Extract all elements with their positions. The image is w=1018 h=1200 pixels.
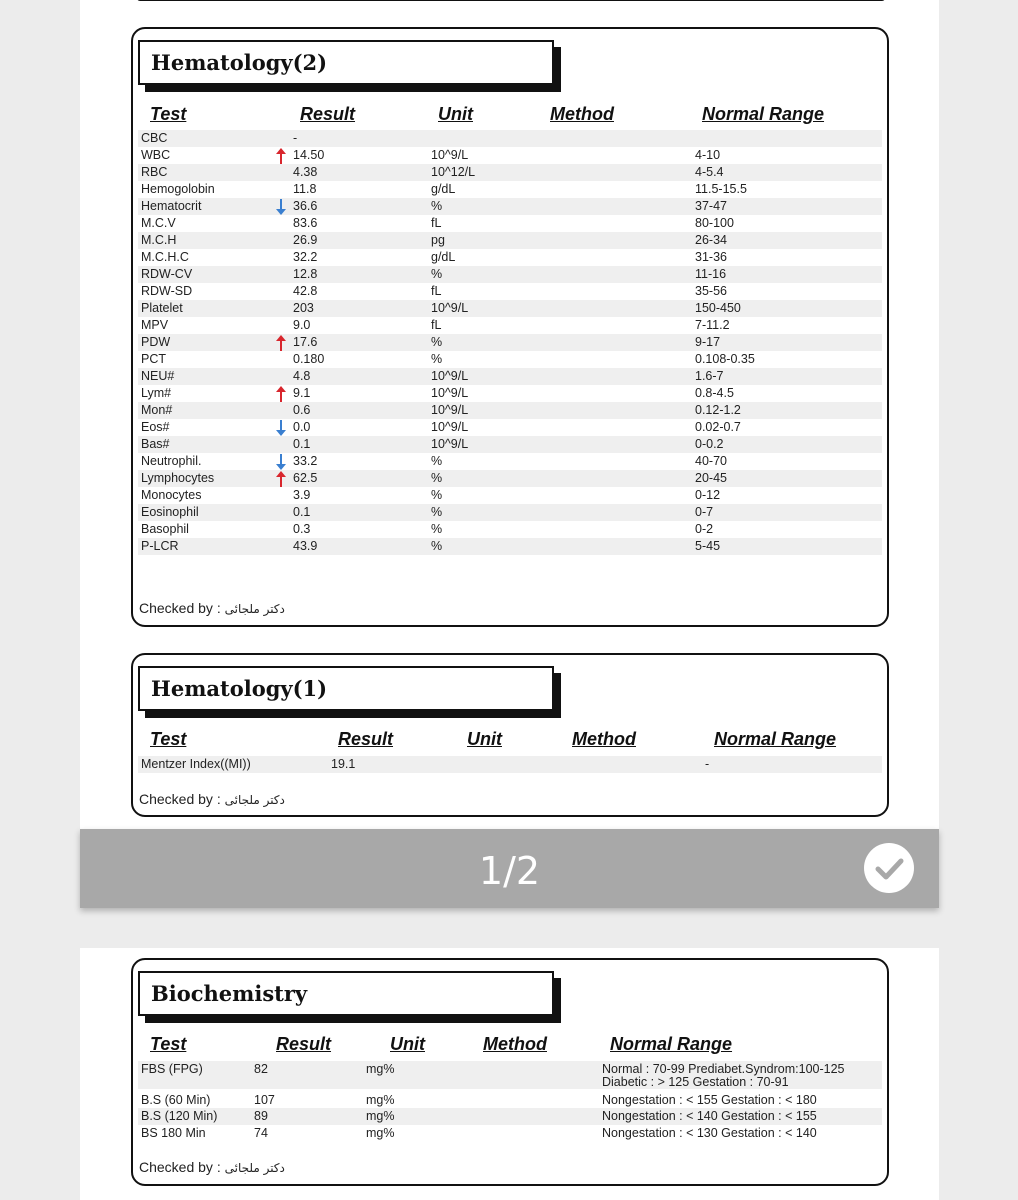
- test-name: Mon#: [141, 403, 173, 417]
- test-normal-range: 40-70: [695, 454, 727, 468]
- table-row: [138, 164, 882, 181]
- table-row: [138, 232, 882, 249]
- test-result: 0.1: [293, 437, 311, 451]
- table-row: [138, 1061, 882, 1089]
- arrow-up-icon: [276, 471, 286, 487]
- hematology1-rows: [138, 756, 882, 773]
- test-unit: g/dL: [431, 250, 456, 264]
- test-name: Platelet: [141, 301, 183, 315]
- header-normal-range: Normal Range: [702, 104, 825, 124]
- table-row: [138, 368, 882, 385]
- test-normal-range: 11.5-15.5: [695, 182, 747, 196]
- test-name: RDW-CV: [141, 267, 193, 281]
- test-normal-range: Nongestation : < 140 Gestation : < 155: [602, 1109, 817, 1123]
- table-row: [138, 317, 882, 334]
- test-normal-range: 20-45: [695, 471, 727, 485]
- section-title-box: [138, 971, 554, 1016]
- checked-by-signature: دکتر ملجائی: [224, 1161, 285, 1175]
- checked-by-label: Checked by :: [139, 791, 221, 807]
- test-normal-range: 11-16: [695, 267, 727, 281]
- test-result: 33.2: [293, 454, 318, 468]
- test-name: MPV: [141, 318, 169, 332]
- test-normal-range: 37-47: [695, 199, 727, 213]
- test-unit: %: [431, 352, 443, 366]
- test-normal-range: 35-56: [695, 284, 727, 298]
- test-name: RDW-SD: [141, 284, 193, 298]
- test-unit: %: [431, 471, 443, 485]
- checked-by-signature: دکتر ملجائی: [224, 793, 285, 807]
- test-name: P-LCR: [141, 539, 179, 553]
- test-name: Hematocrit: [141, 199, 202, 213]
- arrow-down-icon: [276, 420, 286, 436]
- test-result: 11.8: [293, 182, 317, 196]
- page-footer-bar: [80, 829, 939, 908]
- test-name: Basophil: [141, 522, 189, 536]
- test-name: M.C.H: [141, 233, 177, 247]
- test-name: PCT: [141, 352, 166, 366]
- table-row: [138, 436, 882, 453]
- test-result: 4.8: [293, 369, 311, 383]
- page-indicator: 1/2: [478, 849, 541, 893]
- checked-by-label: Checked by :: [139, 600, 221, 616]
- test-unit: %: [431, 335, 443, 349]
- test-unit: 10^9/L: [431, 301, 469, 315]
- header-result: Result: [338, 729, 394, 749]
- arrow-up-icon: [276, 148, 286, 164]
- table-row: [138, 538, 882, 555]
- test-name: WBC: [141, 148, 171, 162]
- test-result: 0.180: [293, 352, 325, 366]
- test-name: Lym#: [141, 386, 172, 400]
- test-normal-range: 0-7: [695, 505, 714, 519]
- test-name: NEU#: [141, 369, 175, 383]
- test-normal-range: 9-17: [695, 335, 721, 349]
- test-result: 36.6: [293, 199, 318, 213]
- test-unit: 10^9/L: [431, 403, 469, 417]
- table-row: [138, 130, 882, 147]
- test-result: 82: [254, 1062, 268, 1076]
- test-normal-range: 0.8-4.5: [695, 386, 734, 400]
- section-title-box: [138, 666, 554, 711]
- table-row: [138, 1125, 882, 1142]
- section-title: Hematology(1): [151, 676, 328, 701]
- test-unit: %: [431, 267, 443, 281]
- table-row: [138, 1108, 882, 1125]
- test-result: 9.1: [293, 386, 311, 400]
- checked-by-label: Checked by :: [139, 1159, 221, 1175]
- test-normal-range: 4-5.4: [695, 165, 724, 179]
- test-name: PDW: [141, 335, 171, 349]
- test-result: 26.9: [293, 233, 318, 247]
- test-name: Hemogolobin: [141, 182, 215, 196]
- test-unit: %: [431, 522, 443, 536]
- test-unit: %: [431, 539, 443, 553]
- checked-by: [139, 600, 285, 616]
- table-row: [138, 266, 882, 283]
- test-normal-range-line2: Diabetic : > 125 Gestation : 70-91: [602, 1075, 789, 1089]
- test-result: 17.6: [293, 335, 318, 349]
- test-normal-range: 0.02-0.7: [695, 420, 741, 434]
- test-normal-range: 0.12-1.2: [695, 403, 741, 417]
- header-test: Test: [150, 1034, 187, 1054]
- biochemistry-card: [131, 958, 889, 1186]
- test-name: Monocytes: [141, 488, 202, 502]
- test-unit: fL: [431, 318, 442, 332]
- table-row: [138, 521, 882, 538]
- test-result: 19.1: [331, 757, 356, 771]
- table-row: [138, 470, 882, 487]
- arrow-up-icon: [276, 386, 286, 402]
- test-result: 0.6: [293, 403, 311, 417]
- arrow-down-icon: [276, 454, 286, 470]
- test-normal-range: 0-2: [695, 522, 714, 536]
- table-row: [138, 334, 882, 351]
- test-result: 42.8: [293, 284, 318, 298]
- test-result: 0.0: [293, 420, 311, 434]
- test-normal-range: -: [705, 757, 710, 771]
- test-normal-range: 7-11.2: [695, 318, 730, 332]
- header-unit: Unit: [467, 729, 502, 749]
- confirm-button[interactable]: [864, 843, 914, 893]
- test-name: M.C.V: [141, 216, 176, 230]
- test-unit: %: [431, 454, 443, 468]
- checkmark-icon: [864, 843, 914, 893]
- test-result: 14.50: [293, 148, 325, 162]
- test-name: Lymphocytes: [141, 471, 215, 485]
- test-name: Eos#: [141, 420, 170, 434]
- test-name: Mentzer Index((MI)): [141, 757, 251, 771]
- test-unit: 10^12/L: [431, 165, 476, 179]
- test-name: Bas#: [141, 437, 170, 451]
- table-row: [138, 385, 882, 402]
- table-row: [138, 283, 882, 300]
- test-unit: fL: [431, 284, 442, 298]
- hematology2-card: [131, 27, 889, 627]
- test-name: FBS (FPG): [141, 1062, 203, 1076]
- table-row: [138, 419, 882, 436]
- section-title-box: [138, 40, 554, 85]
- arrow-down-icon: [276, 199, 286, 215]
- test-unit: 10^9/L: [431, 420, 469, 434]
- test-result: 32.2: [293, 250, 318, 264]
- header-result: Result: [276, 1034, 332, 1054]
- header-normal-range: Normal Range: [610, 1034, 733, 1054]
- test-unit: %: [431, 488, 443, 502]
- checked-by: [139, 791, 285, 807]
- table-row: [138, 215, 882, 232]
- table-row: [138, 300, 882, 317]
- header-method: Method: [572, 729, 636, 749]
- table-row: [138, 453, 882, 470]
- table-row: [138, 402, 882, 419]
- table-row: [138, 756, 882, 773]
- test-unit: %: [431, 505, 443, 519]
- test-unit: mg%: [366, 1062, 395, 1076]
- test-result: 107: [254, 1093, 275, 1107]
- table-row: [138, 181, 882, 198]
- table-row: [138, 351, 882, 368]
- hematology2-rows: [138, 130, 882, 555]
- header-unit: Unit: [390, 1034, 425, 1054]
- test-result: 74: [254, 1126, 268, 1140]
- section-title: Hematology(2): [151, 50, 328, 75]
- test-unit: mg%: [366, 1126, 395, 1140]
- test-unit: 10^9/L: [431, 148, 469, 162]
- test-normal-range: 0-0.2: [695, 437, 724, 451]
- table-row: [138, 1092, 882, 1108]
- arrow-up-icon: [276, 335, 286, 351]
- test-normal-range: 150-450: [695, 301, 741, 315]
- test-name: BS 180 Min: [141, 1126, 206, 1140]
- header-method: Method: [550, 104, 614, 124]
- test-normal-range: Normal : 70-99 Prediabet.Syndrom:100-125: [602, 1062, 845, 1076]
- test-normal-range: 5-45: [695, 539, 721, 553]
- test-normal-range: 0-12: [695, 488, 721, 502]
- test-name: M.C.H.C: [141, 250, 189, 264]
- table-row: [138, 249, 882, 266]
- header-normal-range: Normal Range: [714, 729, 837, 749]
- test-result: 83.6: [293, 216, 318, 230]
- test-result: 0.1: [293, 505, 311, 519]
- checked-by: [139, 1159, 285, 1175]
- test-normal-range: 26-34: [695, 233, 727, 247]
- test-name: B.S (60 Min): [141, 1093, 211, 1107]
- test-name: Neutrophil.: [141, 454, 202, 468]
- test-result: 62.5: [293, 471, 318, 485]
- test-normal-range: Nongestation : < 130 Gestation : < 140: [602, 1126, 817, 1140]
- test-name: CBC: [141, 131, 168, 145]
- test-name: Eosinophil: [141, 505, 199, 519]
- test-normal-range: 4-10: [695, 148, 721, 162]
- table-row: [138, 147, 882, 164]
- previous-card-bottom-edge: [137, 0, 885, 1]
- test-result: 43.9: [293, 539, 318, 553]
- test-normal-range: 31-36: [695, 250, 727, 264]
- table-row: [138, 487, 882, 504]
- header-unit: Unit: [438, 104, 473, 124]
- test-result: 0.3: [293, 522, 311, 536]
- test-result: 9.0: [293, 318, 311, 332]
- test-unit: 10^9/L: [431, 386, 469, 400]
- test-normal-range: Nongestation : < 155 Gestation : < 180: [602, 1093, 817, 1107]
- test-result: 89: [254, 1109, 268, 1123]
- test-unit: mg%: [366, 1093, 395, 1107]
- hematology1-card: [131, 653, 889, 817]
- header-test: Test: [150, 104, 187, 124]
- table-row: [138, 504, 882, 521]
- section-title: Biochemistry: [151, 981, 308, 1006]
- test-result: 4.38: [293, 165, 318, 179]
- header-result: Result: [300, 104, 356, 124]
- table-row: [138, 198, 882, 215]
- test-unit: %: [431, 199, 443, 213]
- test-result: 3.9: [293, 488, 311, 502]
- test-normal-range: 80-100: [695, 216, 734, 230]
- test-unit: 10^9/L: [431, 437, 469, 451]
- header-test: Test: [150, 729, 187, 749]
- checked-by-signature: دکتر ملجائی: [224, 602, 285, 616]
- header-method: Method: [483, 1034, 547, 1054]
- test-name: RBC: [141, 165, 168, 179]
- test-result: 203: [293, 301, 314, 315]
- test-unit: g/dL: [431, 182, 456, 196]
- test-unit: pg: [431, 233, 445, 247]
- test-unit: 10^9/L: [431, 369, 469, 383]
- test-unit: mg%: [366, 1109, 395, 1123]
- test-normal-range: 1.6-7: [695, 369, 724, 383]
- test-normal-range: 0.108-0.35: [695, 352, 755, 366]
- test-result: -: [293, 131, 298, 145]
- test-unit: fL: [431, 216, 442, 230]
- biochemistry-rows: [138, 1061, 882, 1142]
- test-name: B.S (120 Min): [141, 1109, 218, 1123]
- test-result: 12.8: [293, 267, 318, 281]
